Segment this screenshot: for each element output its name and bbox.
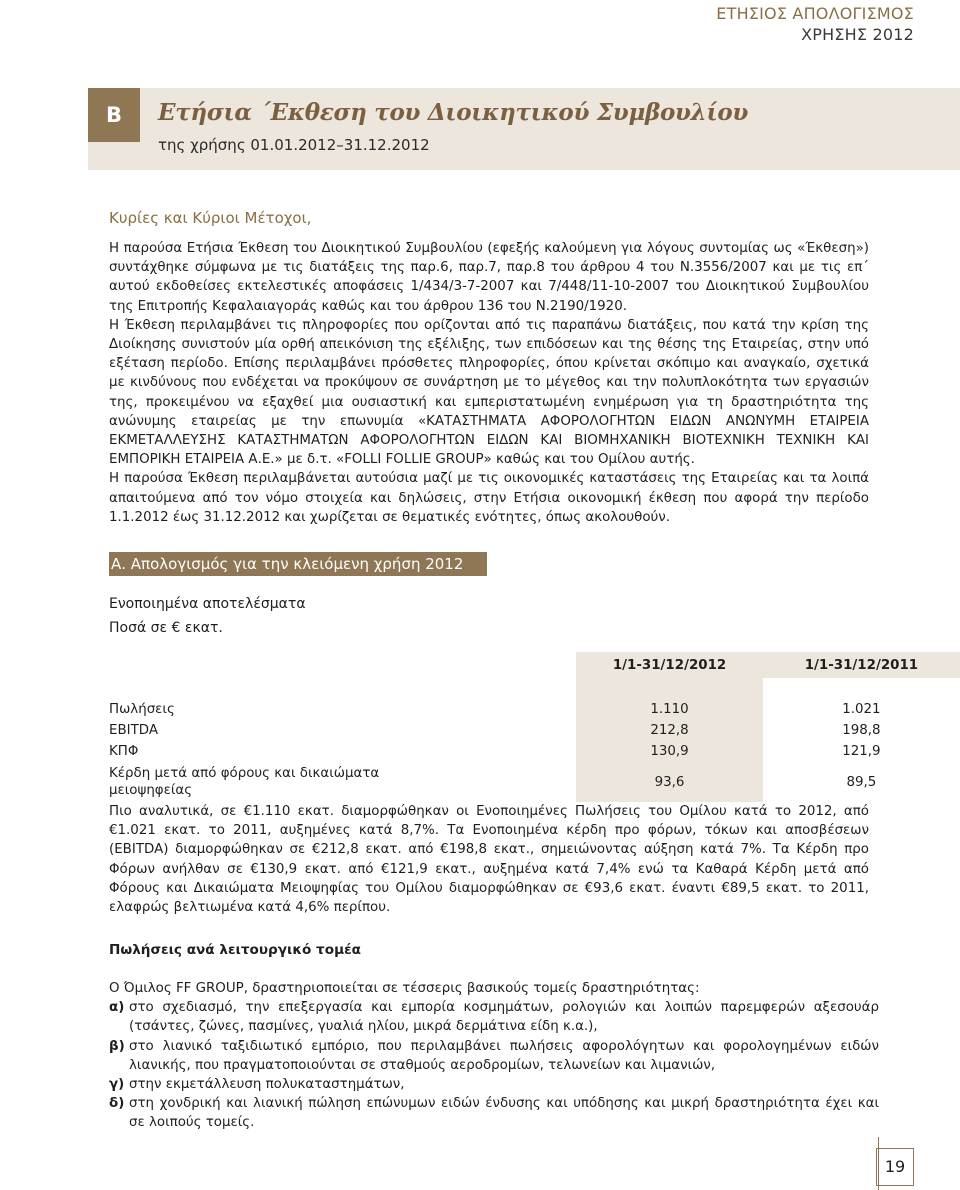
page-title: Ετήσια ΄Εκθεση του Διοικητικού Συμβουλίου (158, 99, 749, 126)
table-header-cell: 1/1-31/12/2012 (576, 652, 763, 678)
consolidated-results-title: Ενοποιημένα αποτελέσματα (109, 596, 306, 612)
analysis-text (109, 802, 869, 917)
section-a-heading: Α. Απολογισμός για την κλειόμενη χρήση 2012 (109, 552, 487, 576)
sales-by-segment-title: Πωλήσεις ανά λειτουργικό τομέα (109, 942, 361, 958)
table-cell: 130,9 (576, 741, 763, 762)
table-row (109, 762, 960, 802)
list-item (109, 998, 879, 1036)
table-cell: 212,8 (576, 720, 763, 741)
intro-paragraph-3: Η παρούσα Έκθεση περιλαμβάνεται αυτούσια μαζί με τις οικονομικές καταστάσεις της Εταιρείας και τα λοιπά απαιτούμενα από τον νόμο στοιχεία και δηλώσεις, στην Ετήσια οικονομική έκθεση που αφορά την περίοδο 1.1.2012 έως 31.12.2012 και χωρίζεται σε θεματικές ενότητες, όπως ακολουθούν. (109, 471, 869, 525)
table-cell: 89,5 (846, 774, 877, 790)
list-item (109, 1037, 879, 1075)
analysis-paragraph: Πιο αναλυτικά, σε €1.110 εκατ. διαμορφώθηκαν οι Ενοποιημένες Πωλήσεις του Ομίλου κατά το 2012, από €1.021 εκατ. το 2011, αυξημένες κατά 8,7%. Τα Ενοποιημένα κέρδη προ φόρων, τόκων και αποσβέσεων (EBITDA) διαμορφώθηκαν σε €212,8 εκατ. από €198,8 εκατ., σημειώνοντας αύξηση κατά 7%. Τα Κέρδη προ Φόρων ανήλθαν σε €130,9 εκατ. από €121,9 εκατ., αυξημένα κατά 7,4% ενώ τα Καθαρά Κέρδη μετά από Φόρους και Δικαιώματα Μειοψηφίας του Ομίλου διαμορφώθηκαν σε €93,6 εκατ. έναντι €89,5 εκατ. το 2011, ελαφρώς βελτιωμένα κατά 4,6% περίπου. (109, 804, 869, 916)
greeting: Κυρίες και Κύριοι Μέτοχοι, (109, 209, 312, 227)
sectors-list (109, 979, 879, 1133)
sales-intro: Ο Όμιλος FF GROUP, δραστηριοποιείται σε τέσσερις βασικούς τομείς δραστηριότητας: (109, 981, 700, 996)
intro-paragraph-2: Η Έκθεση περιλαμβάνει τις πληροφορίες που ορίζονται από τις παραπάνω διατάξεις, που κατά την κρίση της Διοίκησης συνιστούν μία ορθή απεικόνιση της εξέλιξης, των επιδόσεων και της θέσης της Εταιρείας, στην υπό εξέταση περίοδο. Επίσης περιλαμβάνει πρόσθετες πληροφορίες, όπου κρίνεται σκόπιμο και αναγκαίο, σχετικά με κινδύνους που ενδέχεται να προκύψουν σε συνάρτηση με το μέγεθος και την πολυπλοκότητα των εργασιών της, προκειμένου να εξαχθεί μια ουσιαστική και εμπεριστατωμένη ενημέρωση για τη δραστηριότητα της ανώνυμης εταιρείας με την επωνυμία «ΚΑΤΑΣΤΗΜΑΤΑ ΑΦΟΡΟΛΟΓΗΤΩΝ ΕΙΔΩΝ ΑΝΩΝΥΜΗ ΕΤΑΙΡΕΙΑ ΕΚΜΕΤΑΛΛΕΥΣΗΣ ΚΑΤΑΣΤΗΜΑΤΩΝ ΑΦΟΡΟΛΟΓΗΤΩΝ ΕΙΔΩΝ ΚΑΙ ΒΙΟΜΗΧΑΝΙΚΗ ΒΙΟΤΕΧΝΙΚΗ ΤΕΧΝΙΚΗ ΚΑΙ ΕΜΠΟΡΙΚΗ ΕΤΑΙΡΕΙΑ Α.Ε.» με δ.τ. «FOLLI FOLLIE GROUP» καθώς και του Ομίλου αυτής. (109, 317, 869, 468)
list-item-text: στη χονδρική και λιανική πώληση επώνυμων ειδών ένδυσης και υπόδησης και μικρή δραστηριότητα έχει και σε λοιπούς τομείς. (129, 1096, 879, 1131)
table-spacer (109, 678, 960, 699)
table-row (109, 741, 960, 762)
list-item-text: στο λιανικό ταξιδιωτικό εμπόριο, που περιλαμβάνει πωλήσεις αφορολόγητων και φορολογημένων ειδών λιανικής, που πραγματοποιούνται σε σταθμούς αεροδρομίων, τελωνείων και λιμανιών, (129, 1038, 879, 1073)
list-item-text: στην εκμετάλλευση πολυκαταστημάτων, (129, 1077, 405, 1093)
page-number: 19 (876, 1148, 914, 1186)
table-header-cell: 1/1-31/12/2011 (763, 652, 960, 678)
results-table (109, 652, 960, 802)
list-item (109, 1094, 879, 1132)
running-header (716, 3, 914, 46)
table-cell: EBITDA (109, 723, 159, 738)
table-cell: 1.110 (576, 699, 763, 720)
table-header-row (109, 652, 960, 678)
list-item-label: α) (109, 1000, 125, 1016)
table-cell: Πωλήσεις (109, 702, 175, 717)
header-line-1: ΕΤΗΣΙΟΣ ΑΠΟΛΟΓΙΣΜΟΣ (716, 4, 914, 23)
intro-text (109, 239, 869, 527)
list-item-text: στο σχεδιασμό, την επεξεργασία και εμπορία κοσμημάτων, ρολογιών και λοιπών παρεμφερών αξεσουάρ (τσάντες, ζώνες, πασμίνες, γυαλιά ηλίου, μικρά δερμάτινα είδη κ.α.), (129, 1000, 879, 1035)
list-item-label: γ) (109, 1077, 125, 1093)
amounts-note: Ποσά σε € εκατ. (109, 620, 223, 636)
list-item (109, 1075, 879, 1094)
table-header-cell (109, 652, 576, 678)
section-letter-badge: B (88, 88, 140, 142)
table-row (109, 699, 960, 720)
table-cell: Κέρδη μετά από φόρους και δικαιώματα μειοψηφείας (109, 766, 380, 798)
table-cell: 121,9 (842, 744, 881, 759)
table-row (109, 720, 960, 741)
table-cell: 1.021 (842, 702, 881, 717)
table-cell: ΚΠΦ (109, 744, 139, 759)
table-cell: 93,6 (576, 762, 763, 802)
page-subtitle: της χρήσης 01.01.2012–31.12.2012 (158, 136, 430, 154)
list-item-label: β) (109, 1038, 125, 1054)
list-item-label: δ) (109, 1096, 125, 1112)
table-cell: 198,8 (842, 723, 881, 738)
header-line-2: ΧΡΗΣΗΣ 2012 (801, 25, 914, 44)
intro-paragraph-1: Η παρούσα Ετήσια Έκθεση του Διοικητικού Συμβουλίου (εφεξής καλούμενη για λόγους συντομίας ως «Έκθεση») συντάχθηκε σύμφωνα με τις διατάξεις της παρ.6, παρ.7, παρ.8 του άρθρου 4 του Ν.3556/2007 και με τις επ΄ αυτού εκδοθείσες εκτελεστικές αποφάσεις 1/434/3-7-2007 και 7/448/11-10-2007 του Διοικητικού Συμβουλίου της Επιτροπής Κεφαλαιαγοράς καθώς και του άρθρου 136 του Ν.2190/1920. (109, 241, 869, 314)
